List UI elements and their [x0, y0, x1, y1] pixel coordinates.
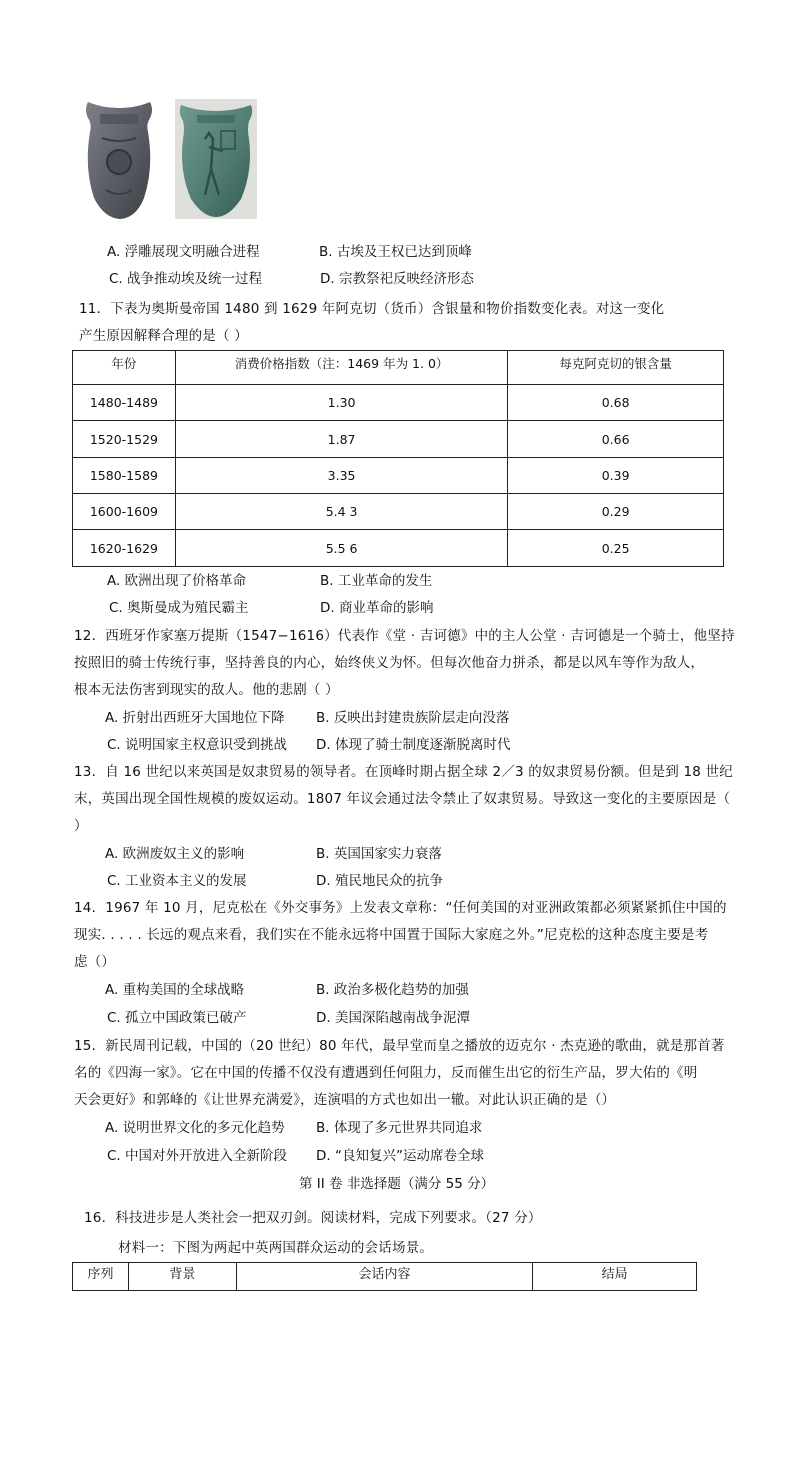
section-2-title: 第 II 卷 非选择题（满分 55 分） [299, 1176, 495, 1192]
table-cell-silver: 0.68 [508, 385, 724, 421]
q15-stem-line1: 15．新民周刊记载，中国的（20 世纪）80 年代，最早堂而皇之播放的迈克尔 · 杰克逊的歌曲，就是那首著 [74, 1038, 725, 1054]
q15-option-b[interactable]: B. 体现了多元世界共同追求 [316, 1120, 483, 1136]
table-cell-cpi: 3.35 [175, 458, 507, 494]
table-cell-year: 1620-1629 [73, 530, 176, 567]
q16-dialogue-table [72, 1262, 697, 1291]
table-header-outcome: 结局 [533, 1263, 697, 1291]
q13-stem-line3: ） [74, 818, 88, 834]
q14-stem-line1: 14．1967 年 10 月，尼克松在《外交事务》上发表文章称：“任何美国的对亚洲政策都必须紧紧抓住中国的 [74, 900, 727, 916]
q13-option-b[interactable]: B. 英国国家实力衰落 [316, 846, 442, 862]
table-cell-silver: 0.29 [508, 494, 724, 530]
table-cell-silver: 0.66 [508, 421, 724, 458]
table-header-row [73, 351, 724, 385]
q13-option-c[interactable]: C. 工业资本主义的发展 [107, 873, 247, 889]
table-cell-cpi: 1.30 [175, 385, 507, 421]
q13-option-a[interactable]: A. 欧洲废奴主义的影响 [105, 846, 245, 862]
q10-option-c[interactable]: C. 战争推动埃及统一过程 [109, 271, 263, 287]
q13-stem-line1: 13．自 16 世纪以来英国是奴隶贸易的领导者。在顶峰时期占据全球 2／3 的奴隶贸易份额。但是到 18 世纪 [74, 764, 733, 780]
q12-stem-line2: 按照旧的骑士传统行事，坚持善良的内心，始终侠义为怀。但每次他奋力拼杀，都是以风车等作为敌人， [74, 655, 705, 671]
q12-option-b[interactable]: B. 反映出封建贵族阶层走向没落 [316, 710, 510, 726]
q14-stem-line2: 现实. . . . . 长远的观点来看，我们实在不能永远将中国置于国际大家庭之外。”尼克松的这种态度主要是考 [74, 927, 709, 943]
table-header-year: 年份 [73, 351, 176, 385]
table-cell-year: 1580-1589 [73, 458, 176, 494]
q16-material-1: 材料一：下图为两起中英两国群众运动的会话场景。 [118, 1240, 434, 1256]
table-cell-year: 1520-1529 [73, 421, 176, 458]
table-row [73, 530, 724, 567]
q11-stem-line2: 产生原因解释合理的是（ ） [79, 328, 248, 344]
q11-option-a[interactable]: A. 欧洲出现了价格革命 [107, 573, 247, 589]
table-cell-silver: 0.25 [508, 530, 724, 567]
q15-stem-line3: 天会更好》和郭峰的《让世界充满爱》，连演唱的方式也如出一辙。对此认识正确的是（） [74, 1092, 616, 1108]
table-row [73, 421, 724, 458]
q12-stem-line1: 12．西班牙作家塞万提斯（1547−1616）代表作《堂 · 吉诃德》中的主人公堂 · 吉诃德是一个骑士，他坚持 [74, 628, 735, 644]
q12-option-d[interactable]: D. 体现了骑士制度逐渐脱离时代 [316, 737, 511, 753]
q11-data-table [72, 350, 724, 567]
table-cell-year: 1600-1609 [73, 494, 176, 530]
table-cell-silver: 0.39 [508, 458, 724, 494]
table-cell-cpi: 5.5 6 [175, 530, 507, 567]
table-header-silver: 每克阿克切的银含量 [508, 351, 724, 385]
q10-option-a[interactable]: A. 浮雕展现文明融合进程 [107, 244, 260, 260]
q14-option-d[interactable]: D. 美国深陷越南战争泥潭 [316, 1010, 470, 1026]
table-cell-cpi: 5.4 3 [175, 494, 507, 530]
palette-image-back [80, 98, 158, 220]
table-header-background: 背景 [128, 1263, 236, 1291]
table-row [73, 458, 724, 494]
q16-stem: 16．科技进步是人类社会一把双刃剑。阅读材料，完成下列要求。（27 分） [84, 1210, 542, 1226]
q13-stem-line2: 末，英国出现全国性规模的废奴运动。1807 年议会通过法令禁止了奴隶贸易。导致这一变化的主要原因是（ [74, 791, 731, 807]
table-row [73, 385, 724, 421]
table-cell-year: 1480-1489 [73, 385, 176, 421]
q15-stem-line2: 名的《四海一家》。它在中国的传播不仅没有遭遇到任何阻力，反而催生出它的衍生产品，罗大佑的《明 [74, 1065, 698, 1081]
table-cell-cpi: 1.87 [175, 421, 507, 458]
q11-option-d[interactable]: D. 商业革命的影响 [320, 600, 434, 616]
q12-option-c[interactable]: C. 说明国家主权意识受到挑战 [107, 737, 288, 753]
table-header-sequence: 序列 [73, 1263, 129, 1291]
q11-option-b[interactable]: B. 工业革命的发生 [320, 573, 433, 589]
palette-image-front [175, 99, 257, 219]
q12-option-a[interactable]: A. 折射出西班牙大国地位下降 [105, 710, 285, 726]
q14-option-b[interactable]: B. 政治多极化趋势的加强 [316, 982, 469, 998]
q14-stem-line3: 虑（） [74, 954, 116, 970]
q11-stem-line1: 11．下表为奥斯曼帝国 1480 到 1629 年阿克切（货币）含银量和物价指数变化表。对这一变化 [79, 301, 665, 317]
q10-option-b[interactable]: B. 古埃及王权已达到顶峰 [319, 244, 472, 260]
q14-option-c[interactable]: C. 孤立中国政策已破产 [107, 1010, 247, 1026]
q15-option-a[interactable]: A. 说明世界文化的多元化趋势 [105, 1120, 285, 1136]
table-header-row [73, 1263, 697, 1291]
q11-option-c[interactable]: C. 奥斯曼成为殖民霸主 [109, 600, 249, 616]
table-row [73, 494, 724, 530]
q15-option-d[interactable]: D. “良知复兴”运动席卷全球 [316, 1148, 484, 1164]
q13-option-d[interactable]: D. 殖民地民众的抗争 [316, 873, 443, 889]
q12-stem-line3: 根本无法伤害到现实的敌人。他的悲剧（ ） [74, 682, 339, 698]
q10-option-d[interactable]: D. 宗教祭祀反映经济形态 [320, 271, 474, 287]
table-header-dialogue: 会话内容 [236, 1263, 533, 1291]
table-header-cpi: 消费价格指数（注：1469 年为 1. 0） [175, 351, 507, 385]
q15-option-c[interactable]: C. 中国对外开放进入全新阶段 [107, 1148, 288, 1164]
q14-option-a[interactable]: A. 重构美国的全球战略 [105, 982, 245, 998]
